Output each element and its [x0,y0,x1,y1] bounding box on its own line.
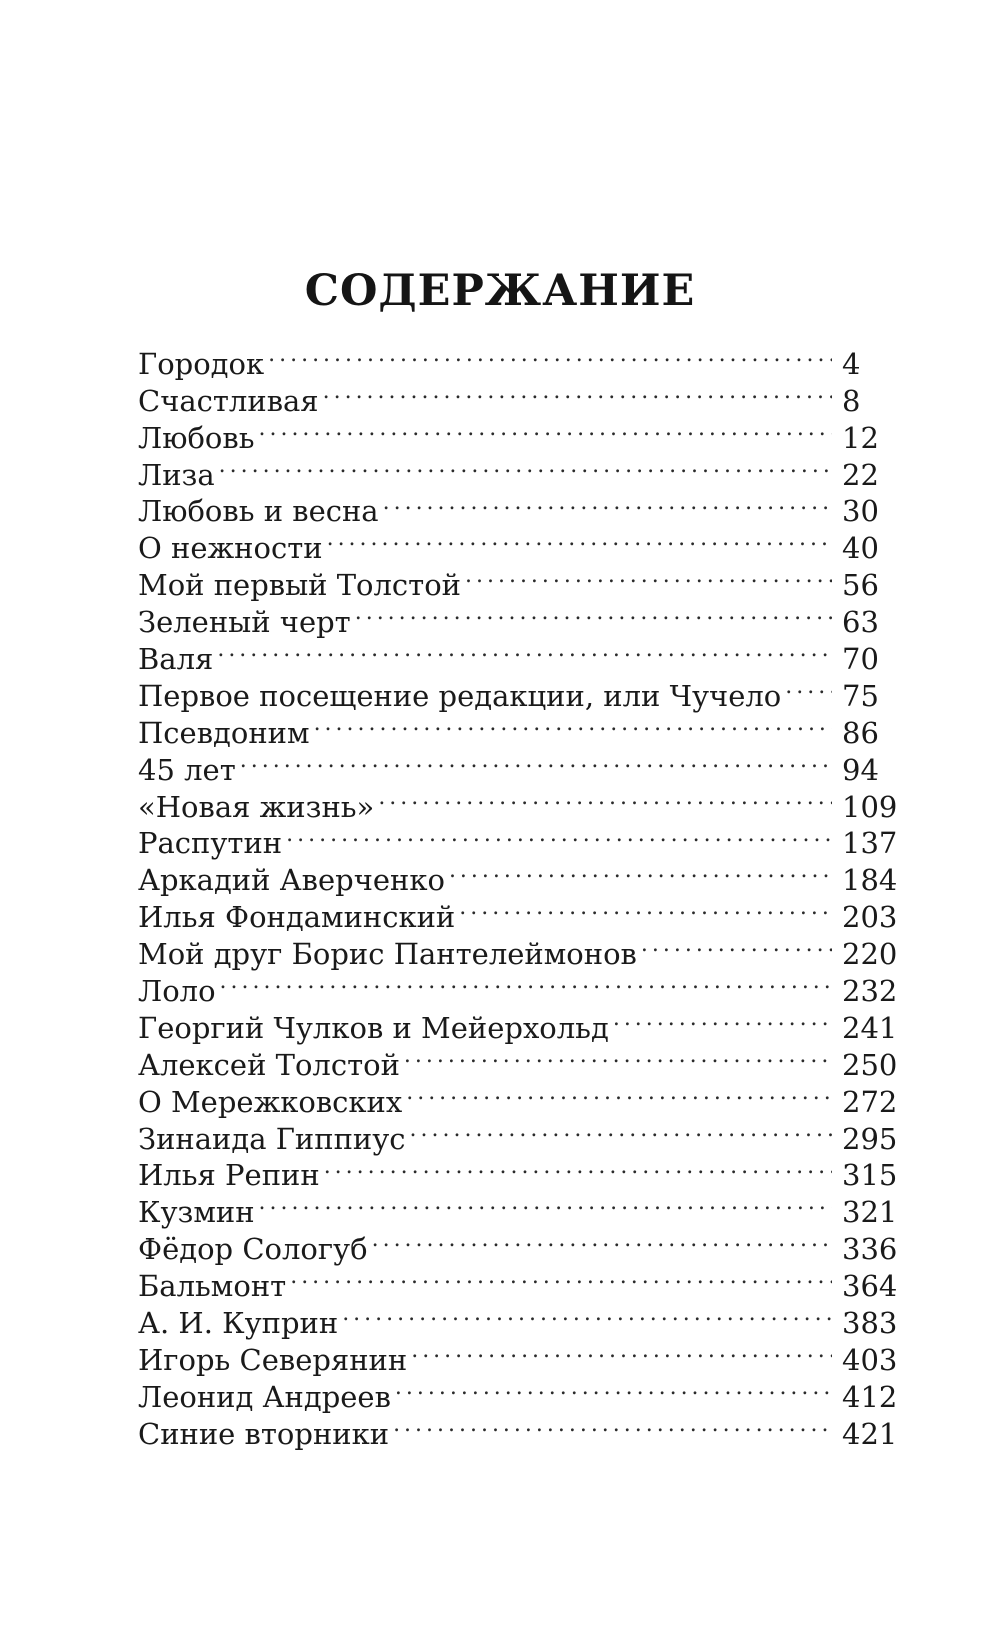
dot-leader [355,595,832,632]
toc-entry-title: Илья Репин [138,1158,320,1193]
toc-entry-title: Георгий Чулков и Мейерхольд [138,1010,609,1045]
dot-leader [449,853,832,890]
dot-leader [258,411,832,448]
toc-entry-page-number: 30 [842,494,879,529]
dot-leader [324,1149,832,1186]
dot-leader [217,632,832,669]
dot-leader [220,964,832,1001]
toc-entry-page-number: 86 [842,715,879,750]
toc-entry-title: Лиза [138,457,215,492]
toc-entry [138,743,904,787]
toc-entry-page-number: 241 [842,1010,898,1045]
toc-entry-page-number: 12 [842,420,879,455]
toc-entry-page-number: 22 [842,457,879,492]
dot-leader [404,1038,832,1075]
toc-entry [138,337,904,381]
toc-entry-page-number: 109 [842,789,898,824]
dot-leader [219,448,832,485]
dot-leader [259,1185,832,1222]
dot-leader [411,1333,832,1370]
toc-entry-page-number: 336 [842,1232,898,1267]
dot-leader [323,374,832,411]
toc-entry-title: Мой первый Толстой [138,568,462,603]
dot-leader [465,558,832,595]
toc-entry-title: О нежности [138,531,323,566]
toc-entry-title: Игорь Северянин [138,1342,408,1377]
toc-entry-page-number: 70 [842,642,879,677]
dot-leader [290,1259,832,1296]
toc-entry [138,1001,904,1045]
toc-entry-page-number: 321 [842,1195,898,1230]
toc-entry-title: Городок [138,346,265,381]
dot-leader [286,817,832,854]
toc-entry-page-number: 403 [842,1342,898,1377]
toc-entry [138,964,904,1009]
dot-leader [314,706,832,743]
toc-entry-page-number: 94 [842,752,879,787]
toc-entry-title: О Мережковских [138,1084,403,1119]
toc-entry-title: Зеленый черт [138,605,351,640]
toc-entry-page-number: 40 [842,531,879,566]
toc-entry-title: Мой друг Борис Пантелеймонов [138,937,637,972]
page-title: СОДЕРЖАНИЕ [304,265,696,316]
toc-entry-title: Кузмин [138,1195,255,1230]
dot-leader [240,743,832,780]
dot-leader [785,669,832,706]
table-of-contents [138,337,904,1451]
toc-entry-page-number: 184 [842,863,898,898]
toc-entry-page-number: 63 [842,605,879,640]
dot-leader [406,1075,832,1112]
toc-entry [138,485,904,529]
toc-entry-title: Любовь [138,420,255,455]
dot-leader [641,927,832,964]
toc-entry-title: Первое посещение редакции, или Чучело [138,678,782,713]
dot-leader [372,1222,832,1259]
dot-leader [395,1370,832,1407]
toc-entry-title: Леонид Андреев [138,1379,391,1414]
dot-leader [268,337,832,374]
toc-entry [138,780,904,824]
toc-entry-title: А. И. Куприн [138,1306,339,1341]
toc-entry-title: Бальмонт [138,1269,287,1304]
dot-leader [410,1112,832,1149]
toc-entry [138,669,904,713]
toc-entry-title: «Новая жизнь» [138,789,375,824]
toc-entry-page-number: 56 [842,568,879,603]
toc-entry-page-number: 295 [842,1121,898,1156]
dot-leader [393,1407,832,1444]
dot-leader [342,1296,832,1333]
toc-entry [138,632,904,677]
toc-entry-title: Распутин [138,826,283,861]
toc-entry-title: Счастливая [138,383,319,418]
toc-entry [138,448,904,492]
toc-entry-page-number: 272 [842,1084,898,1119]
toc-entry-page-number: 364 [842,1269,898,1304]
dot-leader [327,521,832,558]
toc-entry-page-number: 250 [842,1047,898,1082]
toc-entry-page-number: 421 [842,1416,898,1451]
toc-entry-title: Зинаида Гиппиус [138,1121,406,1156]
toc-entry-page-number: 75 [842,678,879,713]
toc-entry-page-number: 203 [842,900,898,935]
toc-entry-title: Алексей Толстой [138,1047,400,1082]
dot-leader [378,780,832,817]
toc-entry-page-number: 220 [842,937,898,972]
toc-entry-title: Синие вторники [138,1416,390,1451]
toc-entry-title: Аркадий Аверченко [138,863,445,898]
toc-entry-page-number: 4 [842,346,861,381]
dot-leader [613,1001,832,1038]
toc-entry-title: Лоло [138,974,216,1009]
toc-entry-page-number: 383 [842,1306,898,1341]
toc-entry-page-number: 412 [842,1379,898,1414]
toc-entry-title: Любовь и весна [138,494,379,529]
dot-leader [459,890,832,927]
toc-entry-title: Псевдоним [138,715,310,750]
toc-entry-page-number: 137 [842,826,898,861]
toc-entry-page-number: 8 [842,383,861,418]
toc-entry-title: Илья Фондаминский [138,900,456,935]
toc-entry-title: 45 лет [138,752,236,787]
dot-leader [383,485,832,522]
toc-entry-page-number: 315 [842,1158,898,1193]
toc-entry-page-number: 232 [842,974,898,1009]
toc-entry-title: Фёдор Сологуб [138,1232,368,1267]
toc-entry-title: Валя [138,642,214,677]
